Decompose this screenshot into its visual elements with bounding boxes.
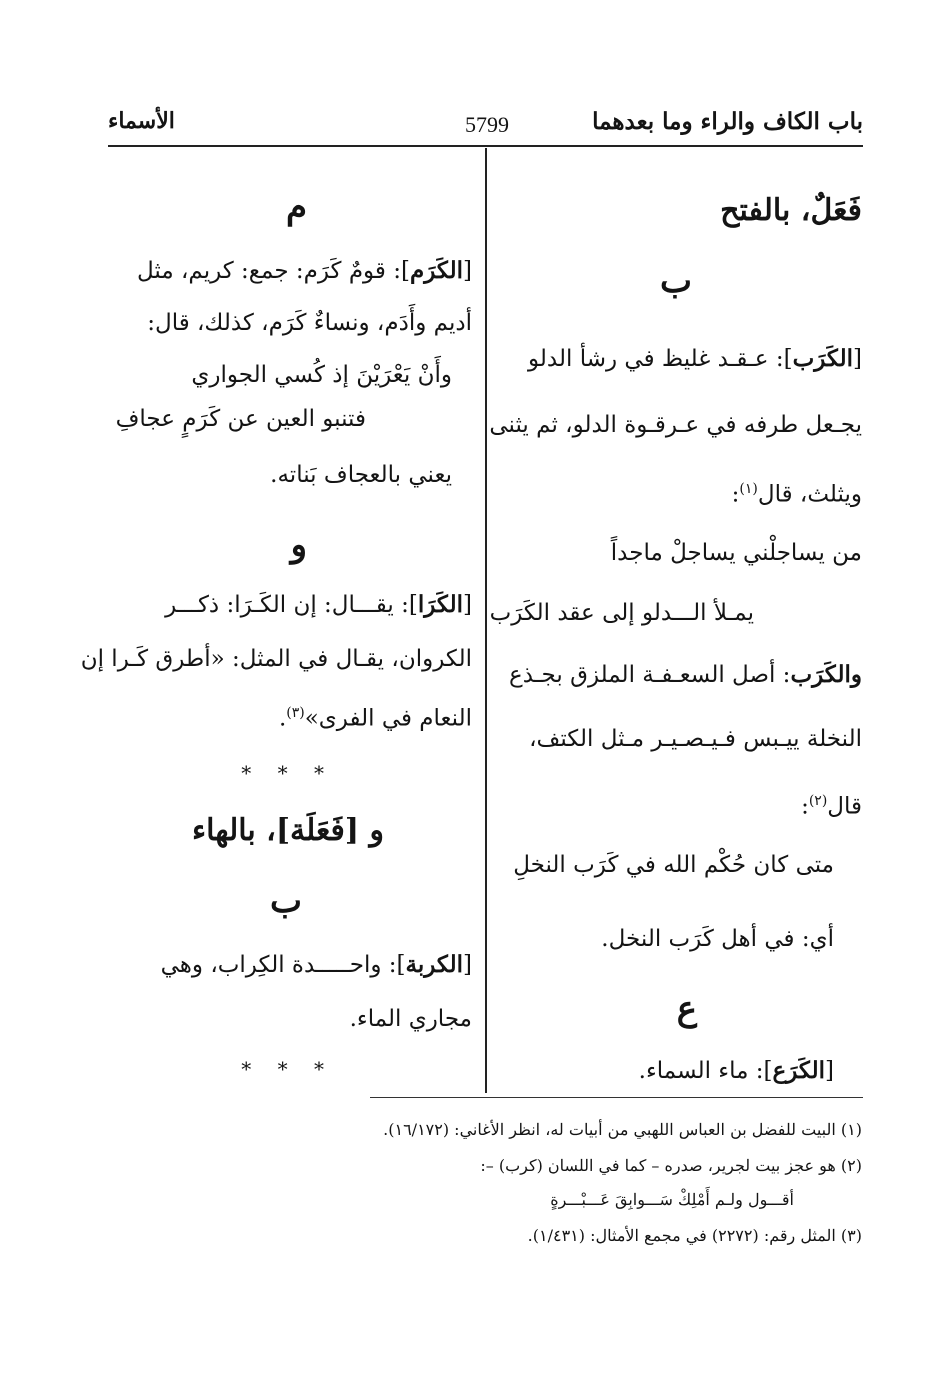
entry-karawan-line2: الكروان، يقـال في المثل: «أطرق كَـرا إن	[80, 646, 472, 672]
verse-line: من يساجلْني يساجلْ ماجداً	[610, 540, 862, 566]
section-heading: و [فَعَلَة]، بالهاء	[192, 813, 384, 848]
entry-text: : واحـــــدة الكِراب، وهي	[160, 952, 397, 978]
column-divider	[485, 148, 487, 1093]
verse-line: فتنبو العين عن كَرَمٍ عجافِ	[115, 406, 366, 432]
verse-line: وأَنْ يَعْرَيْنَ إذ كُسي الجواري	[191, 362, 452, 388]
entry-karab-line1: [الكَرَب]: عـقـد غليظ في رشأ الدلو	[528, 345, 862, 372]
entry-kara: [الكَرَع]: ماء السماء.	[638, 1057, 834, 1084]
explanation-line: يعني بالعجاف بَناته.	[270, 462, 452, 488]
entry-karab-line3	[732, 474, 862, 510]
footnote-ref: (١)	[739, 481, 758, 497]
entry-text: : يقـــال: إن الكَـرَا: ذكـــر	[165, 592, 409, 618]
entry-text: .	[278, 705, 287, 732]
section-title: الأسماء	[108, 108, 175, 134]
letter-heading-ain: ع	[676, 989, 697, 1029]
entry-text: النعام في الفرى»	[304, 705, 472, 732]
entry-karab2-line2: النخلة ييـبس فـيـصـيـر مـثل الكتف،	[529, 726, 862, 752]
verse-line: يمـلأ الـــدلو إلى عقد الكَرَب	[489, 600, 754, 626]
entry-text: :	[801, 793, 809, 820]
entry-text: : ماء السماء.	[638, 1058, 764, 1084]
separator-stars: * * *	[241, 761, 334, 785]
entry-term: الكربة	[405, 951, 464, 978]
entry-text: ويثلث، قال	[757, 481, 862, 508]
footnote-3: (٣) المثل رقم: (٢٢٧٢) في مجمع الأمثال: (١/٤٣١).	[527, 1226, 862, 1245]
footnote-1: (١) البيت للفضل بن العباس اللهبي من أبيات له، انظر الأغاني: (١٦/١٧٢).	[383, 1120, 862, 1139]
entry-karam-line2: أديم وأَدَم، ونساءٌ كَرَم، كذلك، قال:	[147, 310, 472, 336]
entry-karawan-line1: [الكَرَا]: يقـــال: إن الكَـرَا: ذكـــر	[165, 591, 472, 618]
verse-line: متى كان حُكْم الله في كَرَب النخلِ	[513, 852, 834, 878]
letter-heading-m: م	[285, 187, 307, 227]
footnote-2-verse: أقـــول ولـم أَمْلِكْ سَـــوابِقَ عَـــبْـــرةٍ	[550, 1190, 794, 1209]
entry-term: الكَرَب	[792, 345, 854, 372]
entry-kariba-line2: مجاري الماء.	[349, 1006, 472, 1032]
footnote-rule	[370, 1097, 863, 1098]
entry-kariba-line1: [الكربة]: واحـــــدة الكِراب، وهي	[160, 951, 472, 978]
entry-karawan-line3	[279, 698, 472, 734]
chapter-title: باب الكاف والراء وما بعدهما	[592, 108, 863, 135]
entry-karab-line2: يجـعل طرفه في عـرقـوة الدلو، ثم يثنى	[489, 412, 862, 438]
entry-term: والكَرَب	[790, 661, 862, 688]
letter-heading-b: ب	[269, 881, 302, 921]
separator-stars: * * *	[241, 1057, 334, 1081]
entry-term: الكَرَم	[409, 257, 464, 284]
explanation-line: أي: في أهل كَرَب النخل.	[601, 926, 834, 952]
entry-text: : عـقـد غليظ في رشأ الدلو	[528, 346, 784, 372]
page-number: 5799	[465, 112, 509, 137]
footnote-ref: (٣)	[286, 705, 305, 721]
page-header	[108, 108, 863, 144]
entry-text: قال	[827, 793, 862, 820]
entry-text: : أصل السعـفـة الملزق بجـذع	[509, 662, 791, 688]
entry-term: الكَرَا	[417, 591, 464, 618]
section-heading: فَعَلٌ، بالفتح	[720, 193, 862, 228]
footnote-2: (٢) هو عجز بيت لجرير، صدره – كما في اللسان (كرب) –:	[480, 1156, 862, 1175]
footnote-ref: (٢)	[808, 793, 828, 809]
entry-text: :	[731, 481, 740, 508]
entry-term: الكَرَع	[772, 1057, 826, 1084]
letter-heading-b: ب	[659, 261, 692, 301]
entry-karam-line1: [الكَرَم]: قومٌ كَرَم: جمع: كريم، مثل	[136, 257, 472, 284]
entry-karab2-line3	[801, 786, 862, 822]
entry-text: : قومٌ كَرَم: جمع: كريم، مثل	[136, 258, 401, 284]
entry-karab2-line1	[509, 660, 862, 690]
letter-heading-w: و	[290, 525, 307, 565]
header-rule	[108, 145, 863, 147]
